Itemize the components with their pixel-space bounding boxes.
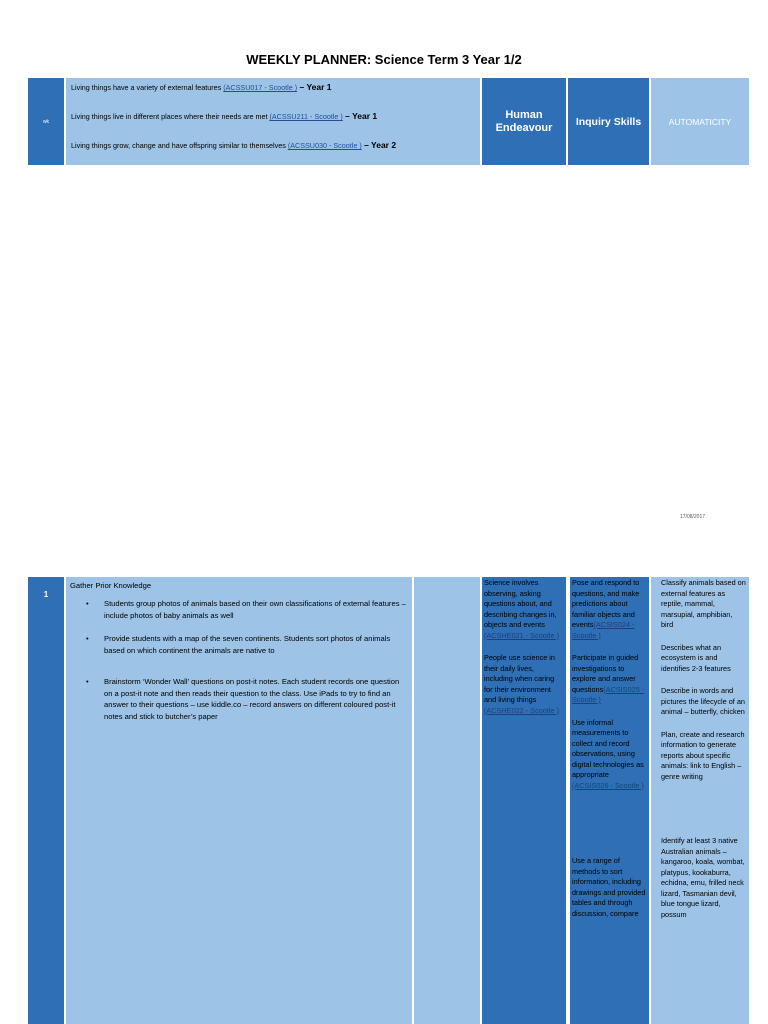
outcome-text: Living things have a variety of external features	[71, 83, 224, 92]
human-endeavour-item	[484, 578, 564, 641]
content-descriptions-cell	[66, 78, 480, 165]
automaticity-item: Describes what an ecosystem is and identifies 2-3 features	[661, 642, 731, 673]
week-number-cell	[28, 577, 64, 1024]
item-text: Science involves observing, asking questions about, and describing changes in, objects and events	[484, 578, 557, 629]
scootle-link[interactable]: (ACSIS024 - Scootle )	[572, 620, 635, 640]
scootle-link[interactable]: (ACSSU017 - Scootle )	[223, 83, 298, 92]
outcome-line	[71, 138, 475, 165]
outcome-year: – Year 2	[361, 140, 397, 150]
inquiry-skills-label: Inquiry Skills	[575, 115, 642, 128]
outcome-year: – Year 1	[342, 111, 378, 121]
spacer	[661, 794, 746, 836]
week1-inquiry-skills-cell	[570, 577, 649, 1024]
list-item-text: Provide students with a map of the seven continents. Students sort photos of animals based on which continent the animals are native to	[104, 634, 391, 655]
list-item-text: Students group photos of animals based on their own classifications of external features – include photos of baby animals as well	[104, 599, 406, 620]
scootle-link[interactable]: (ACSHE022 - Scootle )	[484, 705, 560, 715]
inquiry-skills-header	[568, 78, 649, 165]
week-number: 1	[43, 590, 49, 599]
scootle-link[interactable]: (ACSHE021 - Scootle )	[484, 630, 560, 640]
list-item	[84, 676, 408, 722]
human-endeavour-item	[484, 653, 564, 716]
date-stamp: 17/08/2017	[680, 514, 706, 520]
automaticity-label: AUTOMATICITY	[668, 116, 732, 127]
automaticity-item: Classify animals based on external features as reptile, mammal, marsupial, amphibian, bird	[661, 578, 746, 629]
automaticity-header	[651, 78, 749, 165]
automaticity-item: Describe in words and pictures the lifecycle of an animal – butterfly, chicken	[661, 686, 745, 716]
outcome-text: Living things grow, change and have offspring similar to themselves	[71, 141, 288, 150]
item-text: Participate in guided investigations to explore and answer questions	[572, 653, 639, 694]
outcome-year: – Year 1	[297, 82, 332, 92]
inquiry-skill-item	[572, 856, 647, 919]
human-endeavour-header	[482, 78, 566, 165]
page-title: WEEKLY PLANNER: Science Term 3 Year 1/2	[246, 52, 522, 67]
activity-list	[70, 598, 408, 722]
week1-automaticity-cell	[658, 577, 749, 1024]
outcome-line	[71, 80, 475, 109]
inquiry-skill-item	[572, 578, 647, 641]
list-item-text: Brainstorm ‘Wonder Wall’ questions on post-it notes. Each student records one question on a post-it note and then reads their question to the class. Use iPads to try to find an answer to their questions – use kiddle.co – record answers on different coloured post-it notes and stick to butcher’s paper	[104, 677, 400, 721]
list-item	[84, 633, 408, 656]
scootle-link[interactable]: (ACSSU211 - Scootle )	[269, 112, 343, 121]
inquiry-skill-item	[572, 718, 647, 792]
inquiry-skill-item	[572, 653, 647, 706]
item-text: Pose and respond to questions, and make predictions about familiar objects and events	[572, 578, 640, 629]
item-text: Use informal measurements to collect and record observations, using digital technologies as appropriate	[572, 717, 644, 779]
bullet-icon: •	[86, 599, 89, 608]
outcome-text: Living things live in different places where their needs are met	[71, 112, 270, 121]
scootle-link[interactable]: (ACSIS025 - Scootle )	[572, 684, 645, 704]
item-text: People use science in their daily lives, including when caring for their environment and living things	[484, 653, 555, 704]
scootle-link[interactable]: (ACSIS026 - Scootle )	[572, 780, 644, 790]
bullet-icon: •	[86, 677, 89, 686]
scootle-link[interactable]: (ACSSU030 - Scootle )	[287, 141, 362, 150]
bullet-icon: •	[86, 634, 89, 643]
spacer	[572, 803, 647, 856]
week1-activities-cell	[66, 577, 412, 1024]
item-text: Use a range of methods to sort information, including drawings and provided tables and through discussion, compare	[572, 856, 646, 918]
outcome-line	[71, 109, 475, 138]
week1-human-endeavour-cell	[482, 577, 566, 1024]
list-item	[84, 598, 408, 621]
automaticity-item: Identify at least 3 native Australian animals – kangaroo, koala, wombat, platypus, kookaburra, echidna, emu, frilled neck lizard, Tasmanian devil, blue tongue lizard, possum	[661, 836, 745, 919]
automaticity-item: Plan, create and research information to generate reports about specific animals: link to English – genre writing	[661, 729, 745, 781]
week-header-label: wk	[42, 118, 50, 125]
week-header-cell	[28, 78, 64, 165]
activity-heading: Gather Prior Knowledge	[70, 581, 152, 590]
human-endeavour-label: Human Endeavour	[495, 108, 553, 134]
week1-empty-cell	[414, 577, 480, 1024]
